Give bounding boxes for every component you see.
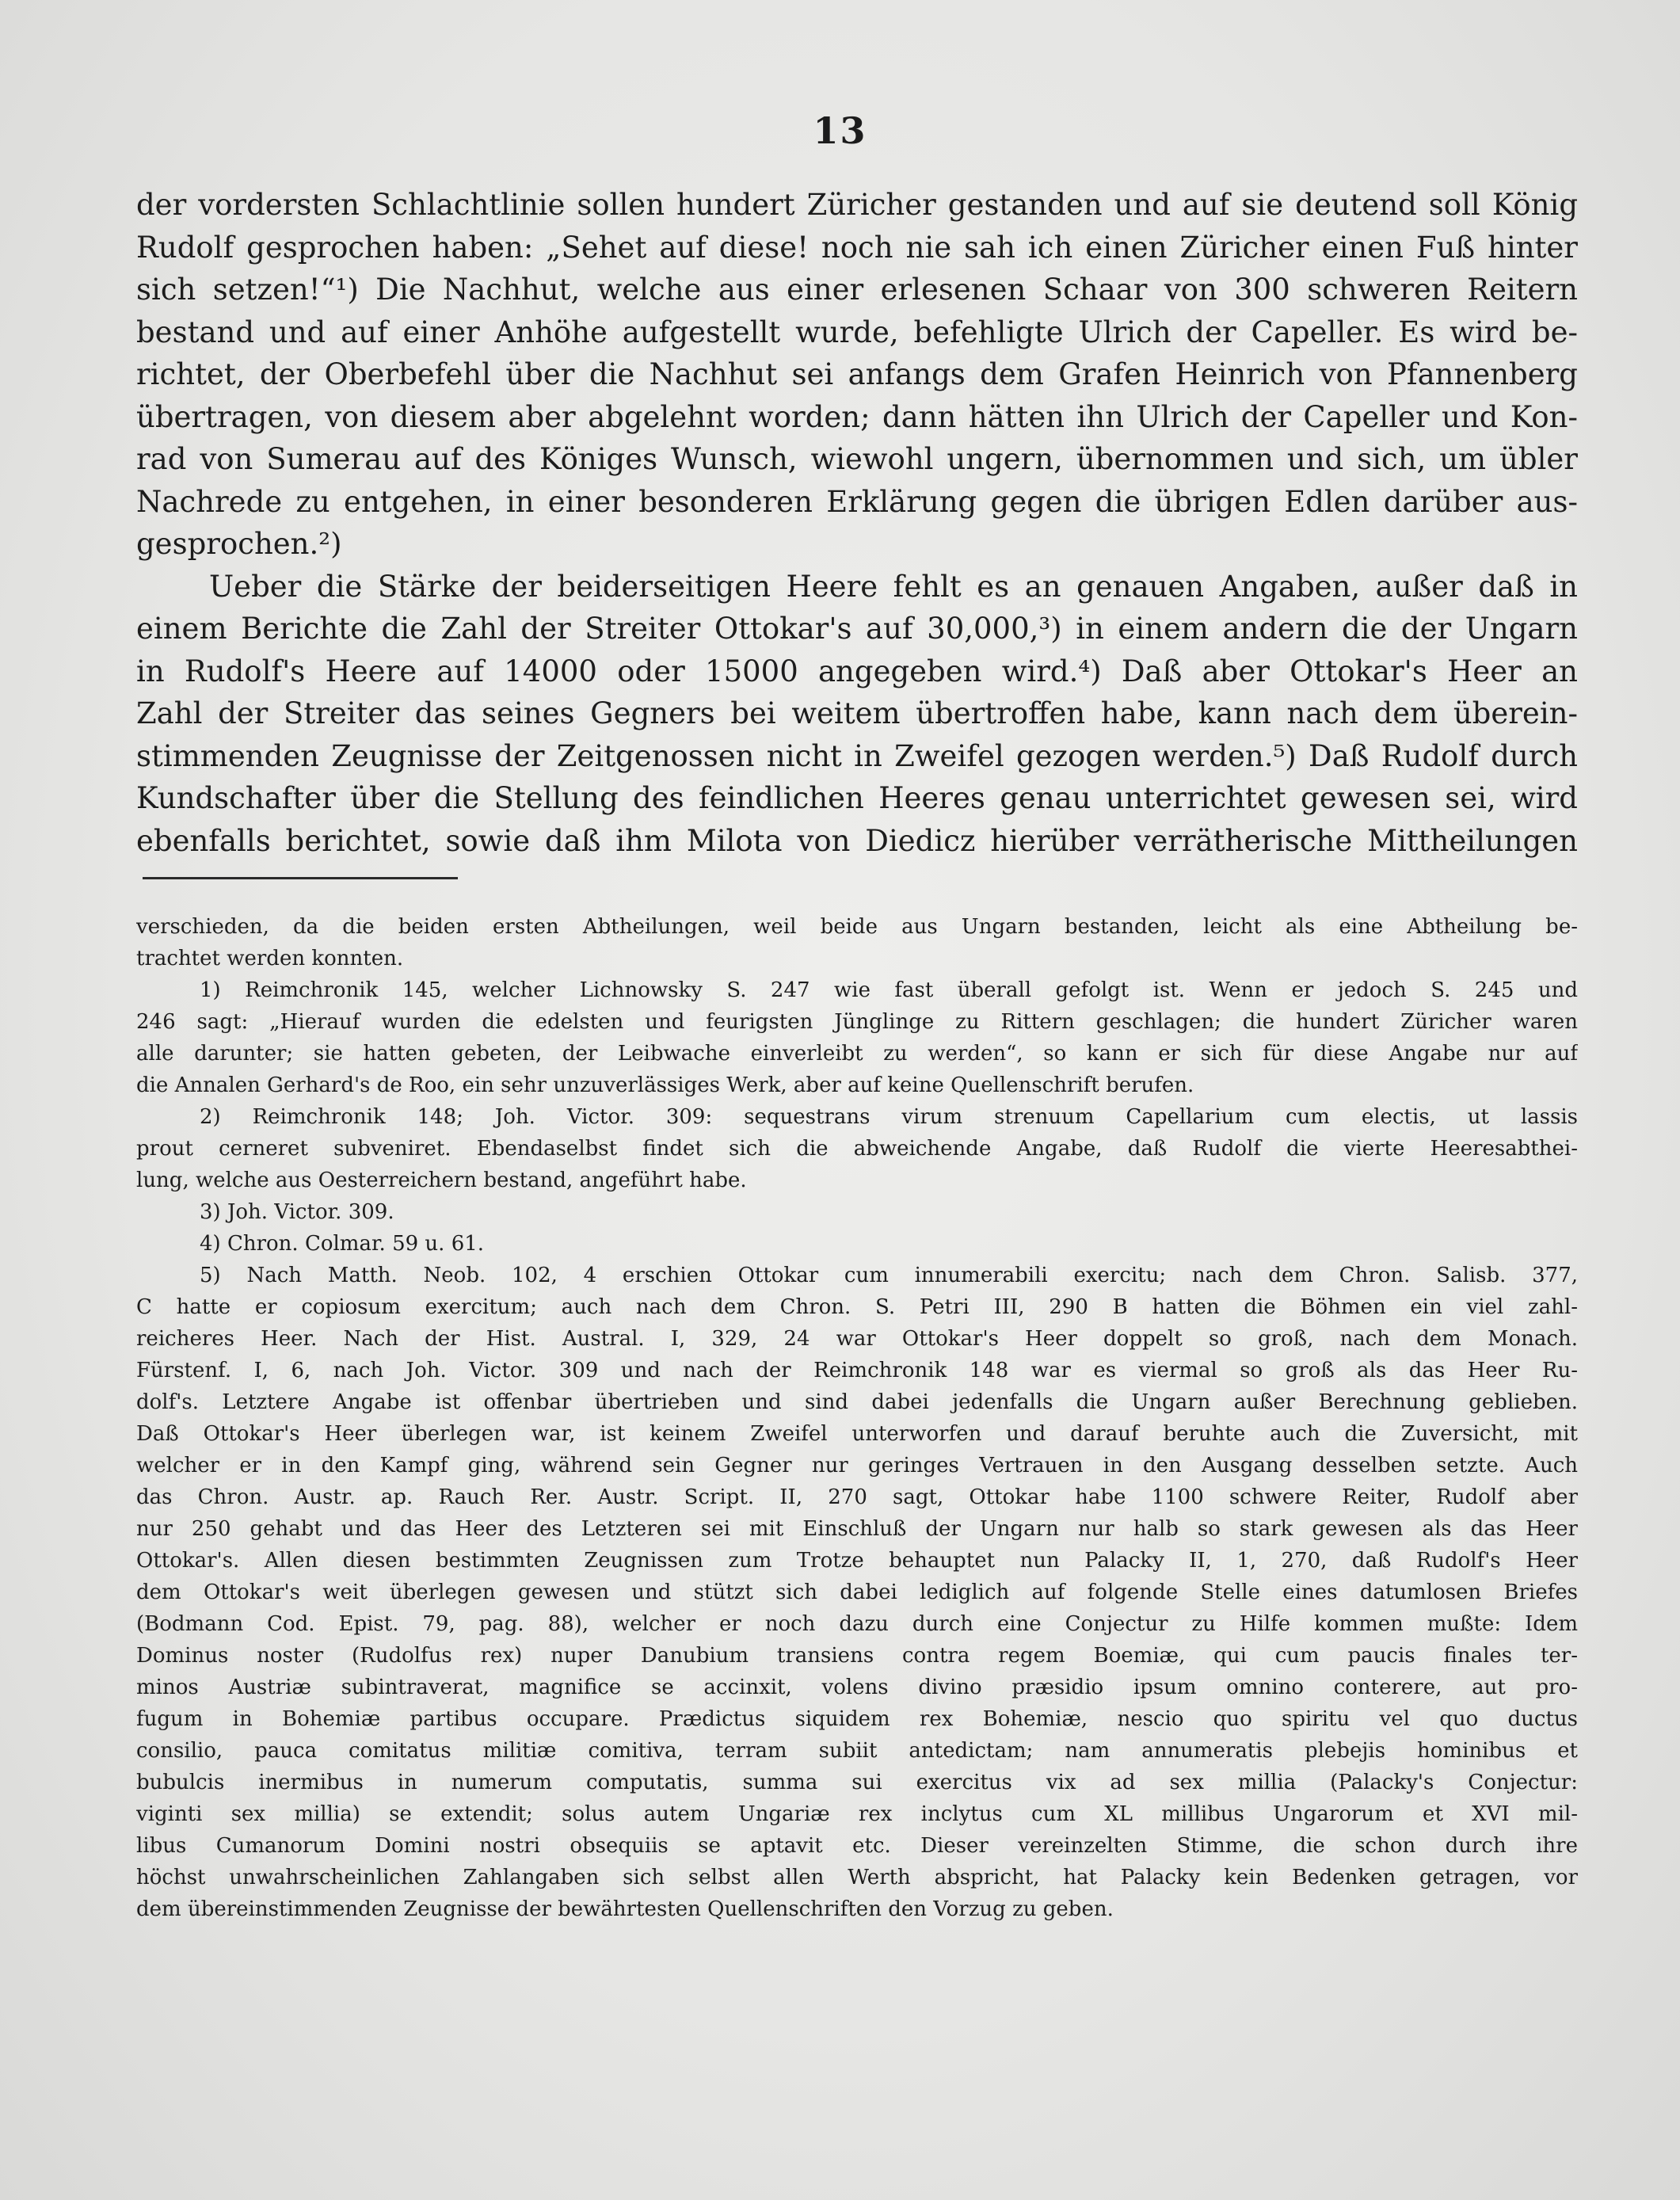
text-line: ebenfalls berichtet, sowie daß ihm Milota von Diedicz hierüber verrätherische Mittheilungen xyxy=(136,823,1578,858)
footnote-line: dem übereinstimmenden Zeugnisse der bewährtesten Quellenschriften den Vorzug zu geben. xyxy=(136,1897,1114,1921)
footnote-line: verschieden, da die beiden ersten Abtheilungen, weil beide aus Ungarn bestanden, leicht als eine Abtheilung be- xyxy=(136,915,1578,939)
footnote-line: 1) Reimchronik 145, welcher Lichnowsky S. 247 wie fast überall gefolgt ist. Wenn er jedoch S. 245 und xyxy=(200,978,1578,1002)
footnote-line: dolf's. Letztere Angabe ist offenbar übertrieben und sind dabei jedenfalls die Ungarn außer Berechnung geblieben. xyxy=(136,1390,1578,1414)
footnote-line: 4) Chron. Colmar. 59 u. 61. xyxy=(200,1232,485,1256)
footnote-line: dem Ottokar's weit überlegen gewesen und stützt sich dabei lediglich auf folgende Stelle eines datumlosen Briefes xyxy=(136,1580,1578,1604)
text-line: sich setzen!“¹) Die Nachhut, welche aus einer erlesenen Schaar von 300 schweren Reitern xyxy=(136,273,1578,307)
footnote-line: libus Cumanorum Domini nostri obsequiis se aptavit etc. Dieser vereinzelten Stimme, die schon durch ihre xyxy=(136,1834,1578,1858)
text-line: Nachrede zu entgehen, in einer besonderen Erklärung gegen die übrigen Edlen darüber aus- xyxy=(136,484,1578,519)
footnote-line: 3) Joh. Victor. 309. xyxy=(200,1200,394,1224)
footnote-line: 5) Nach Matth. Neob. 102, 4 erschien Ottokar cum innumerabili exercitu; nach dem Chron. Salisb. 377, xyxy=(200,1264,1578,1287)
footnote-line: (Bodmann Cod. Epist. 79, pag. 88), welcher er noch dazu durch eine Conjectur zu Hilfe kommen mußte: Idem xyxy=(136,1612,1578,1636)
footnote-line: das Chron. Austr. ap. Rauch Rer. Austr. Script. II, 270 sagt, Ottokar habe 1100 schwere Reiter, Rudolf aber xyxy=(136,1485,1578,1509)
footnote-line: alle darunter; sie hatten gebeten, der Leibwache einverleibt zu werden“, so kann er sich für diese Angabe nur auf xyxy=(136,1042,1578,1066)
footnote-line: welcher er in den Kampf ging, während sein Gegner nur geringes Vertrauen in den Ausgang desselben setzte. Auch xyxy=(136,1454,1578,1477)
footnote-line: lung, welche aus Oesterreichern bestand, angeführt habe. xyxy=(136,1169,747,1192)
footnote-line: minos Austriæ subintraverat, magnifice se accinxit, volens divino præsidio ipsum omnino conterere, aut pro- xyxy=(136,1676,1578,1699)
footnote-line: bubulcis inermibus in numerum computatis, summa sui exercitus vix ad sex millia (Palacky's Conjectur: xyxy=(136,1771,1578,1794)
footnote-line: 246 sagt: „Hierauf wurden die edelsten und feurigsten Jünglinge zu Rittern geschlagen; die hundert Züricher waren xyxy=(136,1010,1578,1034)
text-line: in Rudolf's Heere auf 14000 oder 15000 angegeben wird.⁴) Daß aber Ottokar's Heer an xyxy=(136,654,1578,688)
footnote-line: Daß Ottokar's Heer überlegen war, ist keinem Zweifel unterworfen und darauf beruhte auch die Zuversicht, mit xyxy=(136,1422,1578,1446)
text-line: rad von Sumerau auf des Königes Wunsch, wiewohl ungern, übernommen und sich, um übler xyxy=(136,442,1578,476)
text-line: übertragen, von diesem aber abgelehnt worden; dann hätten ihn Ulrich der Capeller und Kon- xyxy=(136,399,1578,434)
text-line: richtet, der Oberbefehl über die Nachhut sei anfangs dem Grafen Heinrich von Pfannenberg xyxy=(136,357,1578,391)
footnote-separator xyxy=(143,877,458,879)
text-line: Rudolf gesprochen haben: „Sehet auf diese! noch nie sah ich einen Züricher einen Fuß hinter xyxy=(136,230,1578,265)
footnote-line: viginti sex millia) se extendit; solus autem Ungariæ rex inclytus cum XL millibus Ungarorum et XVI mil- xyxy=(136,1802,1578,1826)
text-line: stimmenden Zeugnisse der Zeitgenossen nicht in Zweifel gezogen werden.⁵) Daß Rudolf durch xyxy=(136,738,1578,773)
text-line: gesprochen.²) xyxy=(136,527,342,561)
footnote-line: consilio, pauca comitatus militiæ comitiva, terram subiit antedictam; nam annumeratis plebejis hominibus et xyxy=(136,1739,1578,1763)
footnote-line: Ottokar's. Allen diesen bestimmten Zeugnissen zum Trotze behauptet nun Palacky II, 1, 270, daß Rudolf's Heer xyxy=(136,1549,1578,1573)
footnote-line: höchst unwahrscheinlichen Zahlangaben sich selbst allen Werth abspricht, hat Palacky kein Bedenken getragen, vor xyxy=(136,1866,1578,1889)
footnote-line: die Annalen Gerhard's de Roo, ein sehr unzuverlässiges Werk, aber auf keine Quellenschrift berufen. xyxy=(136,1073,1194,1097)
footnote-line: trachtet werden konnten. xyxy=(136,947,404,970)
footnote-line: fugum in Bohemiæ partibus occupare. Prædictus siquidem rex Bohemiæ, nescio quo spiritu vel quo ductus xyxy=(136,1707,1578,1731)
footnote-line: reicheres Heer. Nach der Hist. Austral. I, 329, 24 war Ottokar's Heer doppelt so groß, nach dem Monach. xyxy=(136,1327,1578,1351)
footnotes xyxy=(136,911,1578,1925)
main-text xyxy=(136,184,1578,862)
footnote-line: nur 250 gehabt und das Heer des Letzteren sei mit Einschluß der Ungarn nur halb so stark gewesen als das Heer xyxy=(136,1517,1578,1541)
footnote-line: Dominus noster (Rudolfus rex) nuper Danubium transiens contra regem Boemiæ, qui cum paucis finales ter- xyxy=(136,1644,1578,1668)
text-line: einem Berichte die Zahl der Streiter Ottokar's auf 30,000,³) in einem andern die der Ungarn xyxy=(136,612,1578,646)
footnote-line: prout cerneret subveniret. Ebendaselbst findet sich die abweichende Angabe, daß Rudolf die vierte Heeresabthei- xyxy=(136,1137,1578,1161)
footnote-line: Fürstenf. I, 6, nach Joh. Victor. 309 und nach der Reimchronik 148 war es viermal so groß als das Heer Ru- xyxy=(136,1359,1578,1382)
text-line: Kundschafter über die Stellung des feindlichen Heeres genau unterrichtet gewesen sei, wird xyxy=(136,781,1578,815)
text-line: der vordersten Schlachtlinie sollen hundert Züricher gestanden und auf sie deutend soll König xyxy=(136,188,1578,222)
footnote-line: C hatte er copiosum exercitum; auch nach dem Chron. S. Petri III, 290 B hatten die Böhmen ein viel zahl- xyxy=(136,1295,1578,1319)
text-line: Ueber die Stärke der beiderseitigen Heere fehlt es an genauen Angaben, außer daß in xyxy=(209,569,1578,604)
page-number: 13 xyxy=(813,109,867,152)
text-line: Zahl der Streiter das seines Gegners bei weitem übertroffen habe, kann nach dem überein- xyxy=(136,696,1578,730)
footnote-line: 2) Reimchronik 148; Joh. Victor. 309: sequestrans virum strenuum Capellarium cum electis, ut lassis xyxy=(200,1105,1578,1129)
text-line: bestand und auf einer Anhöhe aufgestellt wurde, befehligte Ulrich der Capeller. Es wird be- xyxy=(136,315,1578,349)
